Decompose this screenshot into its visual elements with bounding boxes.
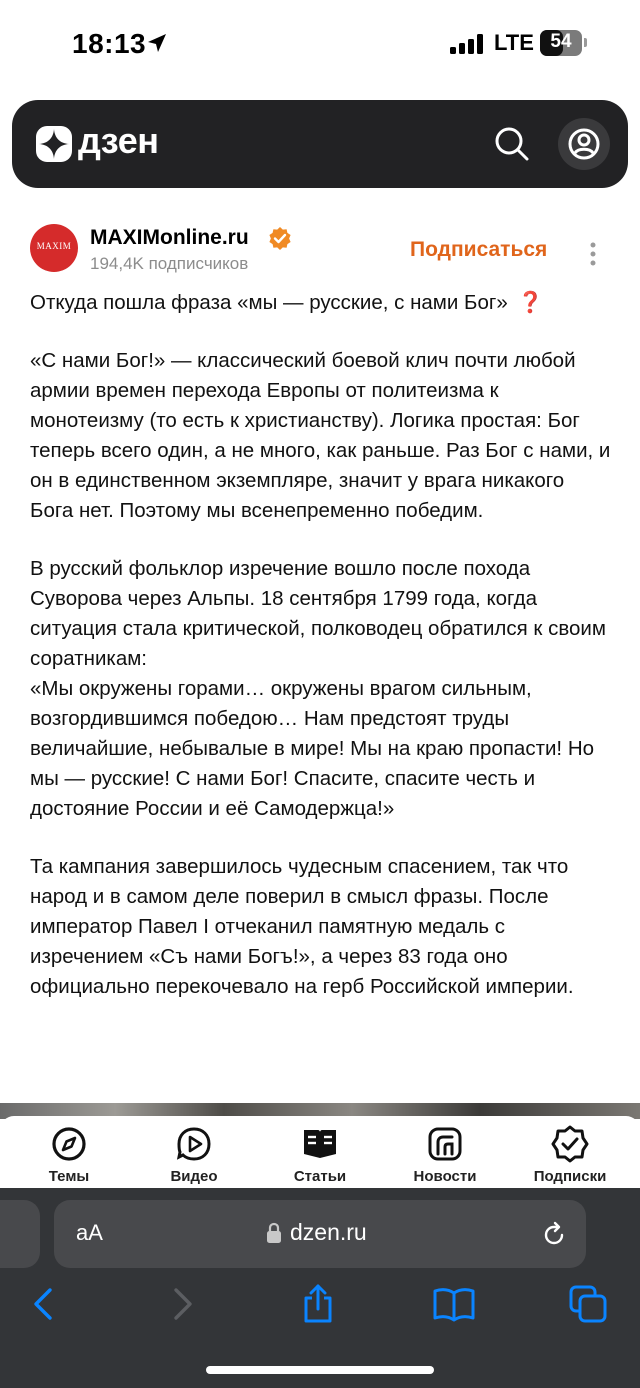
browser-toolbar — [0, 1188, 640, 1388]
tab-label: Статьи — [293, 1168, 347, 1185]
article-paragraph: «С нами Бог!» — классический боевой клич почти любой армии времен перехода Европы от политеизма к монотеизму (то есть к христианству). Логика простая: Бог теперь всего один, а не много, как раньше. Раз Бог с нами, и он в единственном экземпляре, значит у врага никакого Бога нет. Поэтому мы всенепременно победим. — [30, 349, 611, 522]
status-bar — [0, 0, 640, 90]
back-icon[interactable] — [24, 1284, 64, 1324]
articles-icon — [300, 1124, 340, 1164]
verified-badge-icon — [268, 226, 292, 250]
tab-articles[interactable] — [265, 1124, 375, 1188]
more-options-icon[interactable] — [588, 240, 598, 270]
battery-icon — [540, 30, 582, 56]
home-indicator[interactable] — [206, 1366, 434, 1374]
article-title — [30, 288, 612, 318]
reload-icon[interactable] — [540, 1220, 568, 1248]
tab-label: Видео — [170, 1168, 218, 1185]
subscribe-button[interactable]: Подписаться — [410, 238, 548, 261]
status-time: 18:13 — [72, 28, 147, 59]
reader-mode-button[interactable]: аА — [76, 1220, 103, 1245]
previous-tab-preview[interactable] — [0, 1200, 40, 1268]
tab-subscriptions[interactable] — [515, 1124, 625, 1188]
url-text[interactable]: dzen.ru — [290, 1219, 367, 1245]
tab-label: Темы — [48, 1168, 90, 1185]
forward-icon[interactable] — [162, 1284, 202, 1324]
tab-news[interactable] — [390, 1124, 500, 1188]
battery-percent: 54 — [550, 31, 572, 52]
bookmarks-icon[interactable] — [432, 1284, 476, 1324]
subscriptions-icon — [550, 1124, 590, 1164]
tab-topics[interactable] — [14, 1124, 124, 1188]
cellular-signal-icon — [450, 34, 486, 54]
article-quote: «Мы окружены горами… окружены врагом сильным, возгордившимся победою… Нам предстоят труды величайшие, небывалые в мире! Мы на краю пропасти! Но мы — русские! С нами Бог! Спасите, спасите честь и достояние России и её Самодержца!» — [30, 677, 595, 820]
share-icon[interactable] — [298, 1284, 338, 1324]
site-header — [12, 100, 628, 188]
tab-label: Подписки — [533, 1168, 607, 1185]
subscriber-count: 194,4K подписчиков — [90, 254, 249, 273]
network-type: LTE — [494, 30, 534, 55]
battery-tip — [584, 38, 587, 47]
address-bar[interactable] — [54, 1200, 586, 1268]
search-icon[interactable] — [492, 124, 532, 164]
tab-label: Новости — [413, 1168, 477, 1185]
news-icon — [425, 1124, 465, 1164]
tabs-icon[interactable] — [568, 1284, 608, 1324]
tab-video[interactable] — [139, 1124, 249, 1188]
video-icon — [174, 1124, 214, 1164]
lock-icon — [266, 1222, 282, 1244]
channel-name[interactable]: MAXIMonline.ru — [90, 226, 249, 249]
location-arrow-icon — [146, 32, 168, 54]
avatar-logo-text: MAXIM — [36, 241, 72, 251]
bottom-tab-bar — [0, 1116, 640, 1188]
channel-avatar[interactable] — [30, 224, 78, 272]
article-title-text: Откуда пошла фраза «мы — русские, с нами Бог» — [30, 291, 508, 314]
dzen-logo-icon[interactable] — [36, 126, 72, 162]
article-paragraph: В русский фольклор изречение вошло после похода Суворова через Альпы. 18 сентября 1799 года, когда ситуация стала критической, полководец обратился к своим соратникам: — [30, 557, 606, 670]
profile-button[interactable] — [558, 118, 610, 170]
article-body — [30, 288, 612, 1002]
profile-icon — [558, 118, 610, 170]
compass-icon — [49, 1124, 89, 1164]
question-mark-icon: ❓ — [517, 291, 544, 314]
article-paragraph: Та кампания завершилось чудесным спасением, так что народ и в самом деле поверил в смысл фразы. После император Павел I отчеканил памятную медаль с изречением «Съ нами Богъ!», а через 83 года оно официально перекочевало на герб Российской империи. — [30, 855, 574, 998]
dzen-logo-text[interactable]: дзен — [78, 120, 159, 161]
